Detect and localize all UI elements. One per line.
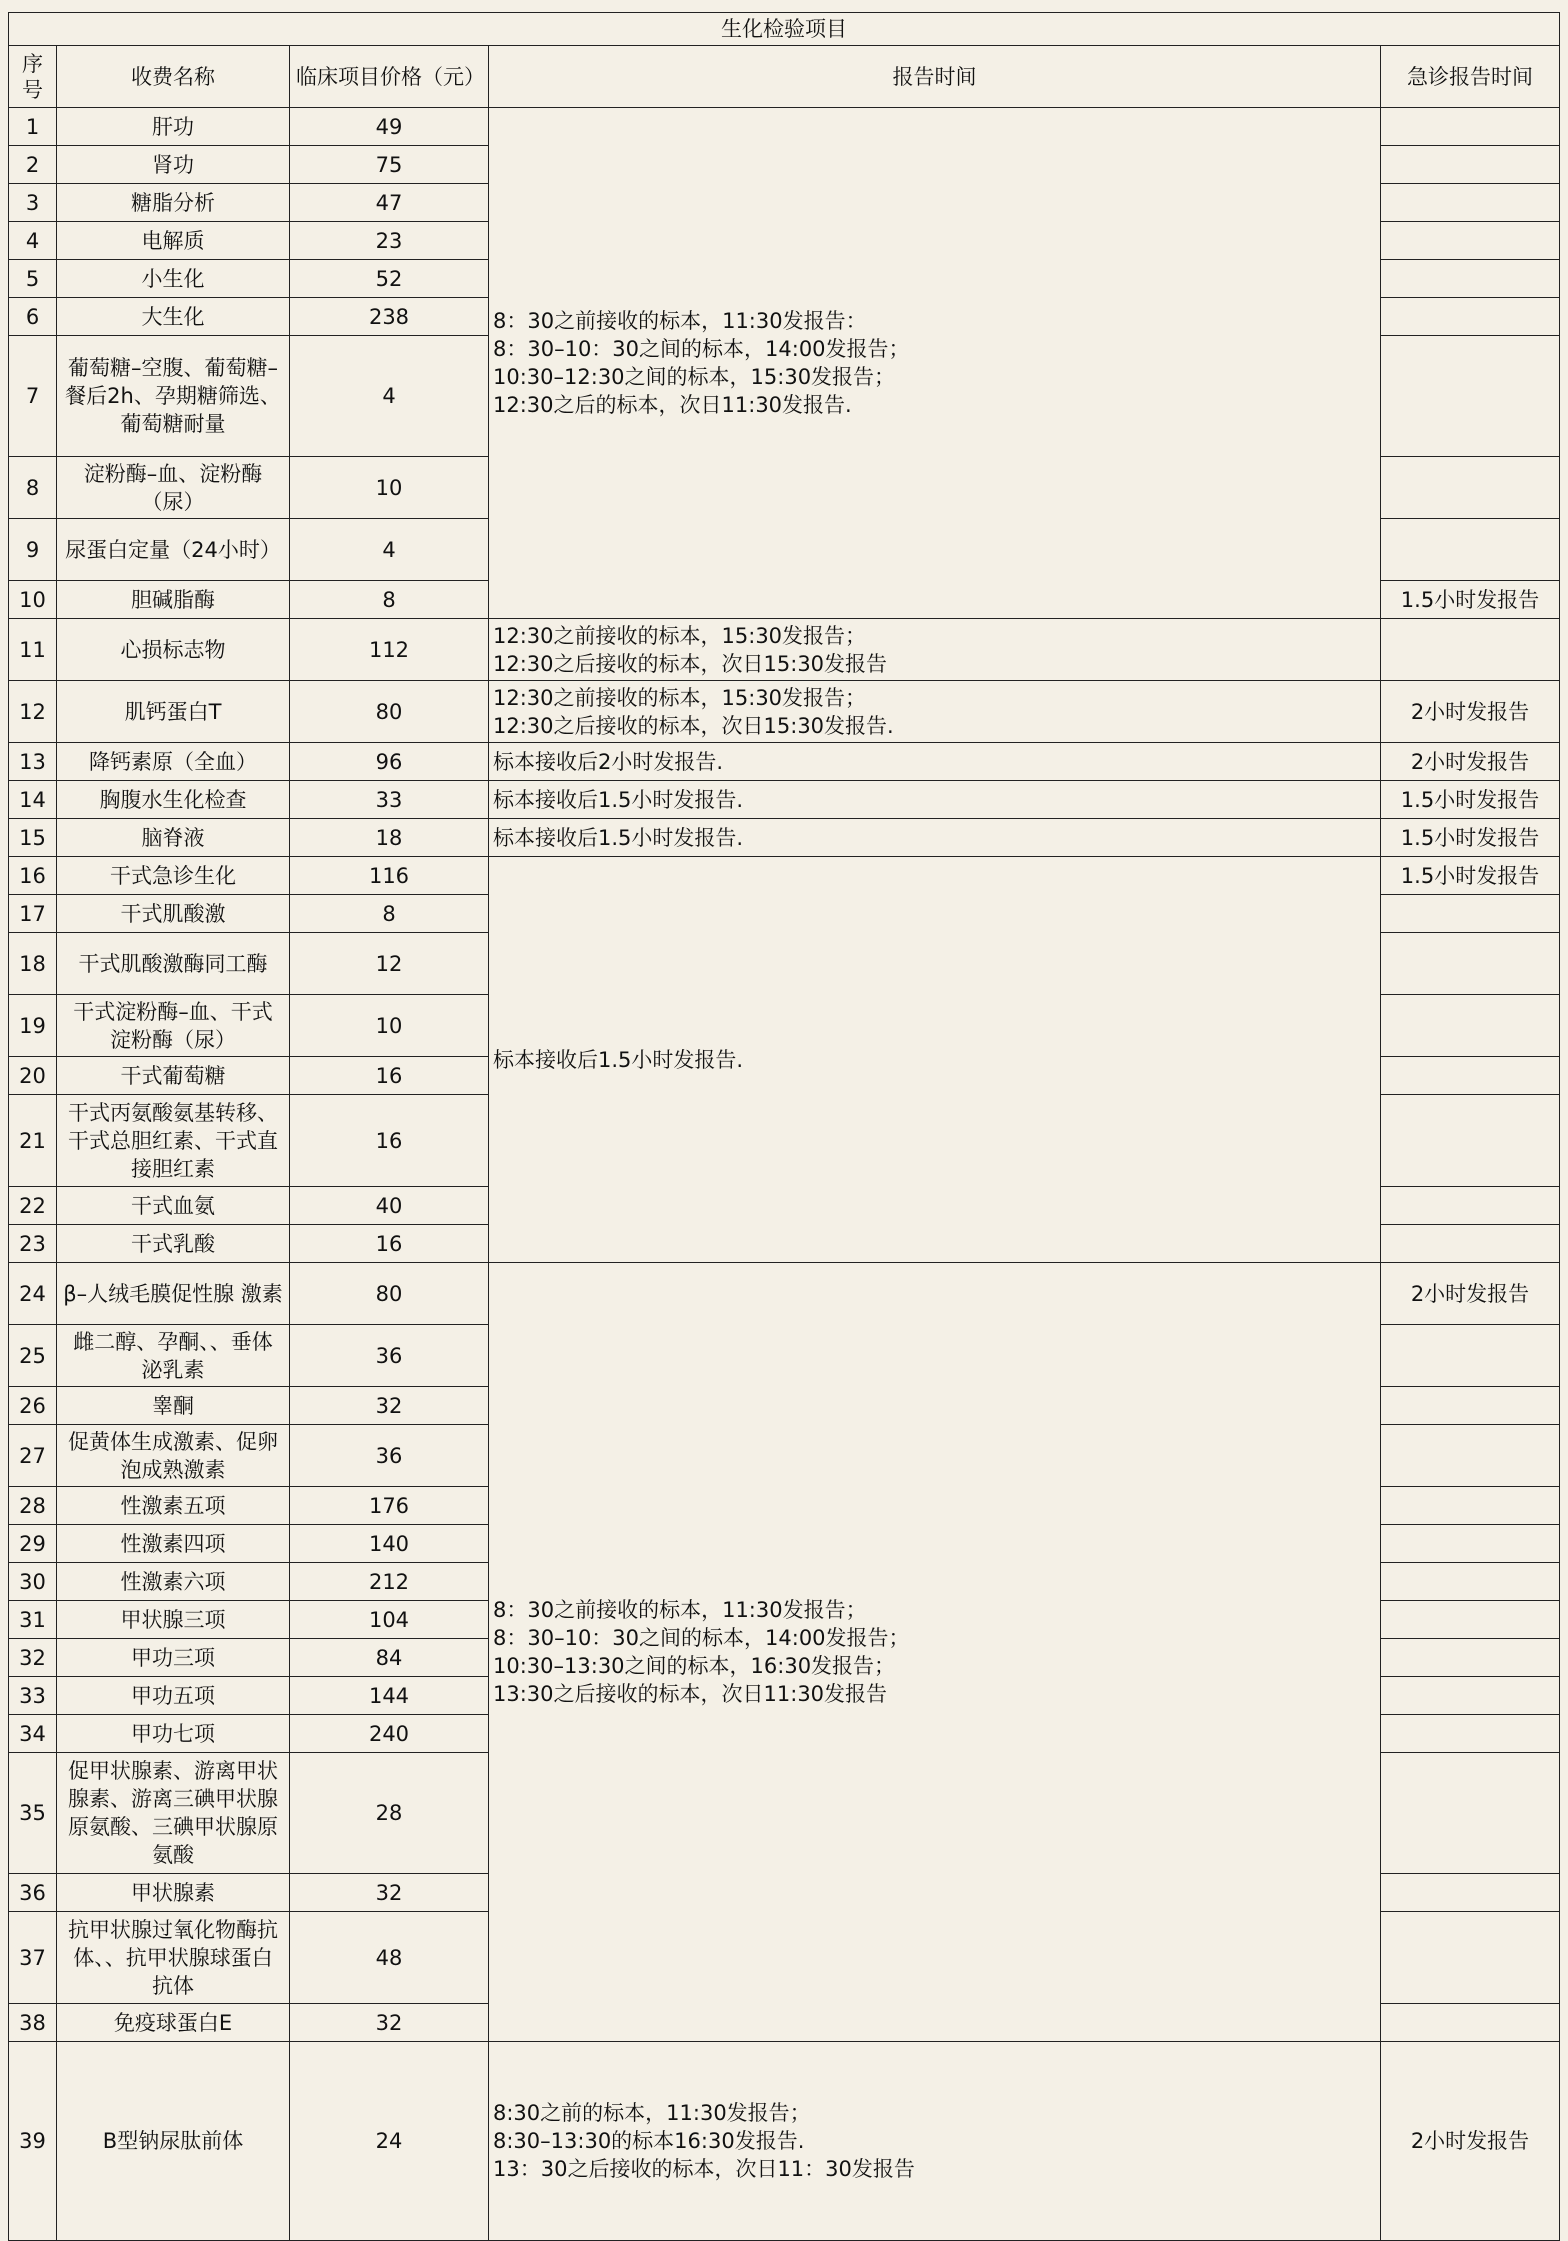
row-number: 19 — [9, 995, 57, 1057]
row-number: 30 — [9, 1563, 57, 1601]
item-name: 干式急诊生化 — [57, 857, 290, 895]
urgent-report-time — [1381, 146, 1560, 184]
item-name: 甲功三项 — [57, 1639, 290, 1677]
item-price: 32 — [290, 1387, 489, 1425]
item-name: 小生化 — [57, 260, 290, 298]
item-name: 心损标志物 — [57, 619, 290, 681]
row-number: 20 — [9, 1057, 57, 1095]
row-number: 35 — [9, 1753, 57, 1874]
item-name: 雌二醇、孕酮、、垂体泌乳素 — [57, 1325, 290, 1387]
urgent-report-time — [1381, 298, 1560, 336]
urgent-report-time — [1381, 1057, 1560, 1095]
row-number: 18 — [9, 933, 57, 995]
table-row — [9, 619, 1560, 681]
item-name: 干式乳酸 — [57, 1225, 290, 1263]
table-row — [9, 819, 1560, 857]
item-name: 胆碱脂酶 — [57, 581, 290, 619]
urgent-report-time — [1381, 933, 1560, 995]
urgent-report-time — [1381, 2004, 1560, 2042]
table-row — [9, 781, 1560, 819]
item-name: 降钙素原（全血） — [57, 743, 290, 781]
row-number: 2 — [9, 146, 57, 184]
report-time: 标本接收后1.5小时发报告. — [489, 857, 1381, 1263]
report-time: 标本接收后2小时发报告. — [489, 743, 1381, 781]
urgent-report-time — [1381, 1387, 1560, 1425]
table-row — [9, 857, 1560, 895]
urgent-report-time — [1381, 1912, 1560, 2004]
item-price: 80 — [290, 1263, 489, 1325]
item-name: 干式肌酸激酶同工酶 — [57, 933, 290, 995]
item-price: 48 — [290, 1912, 489, 2004]
item-price: 4 — [290, 336, 489, 457]
urgent-report-time — [1381, 1715, 1560, 1753]
item-price: 144 — [290, 1677, 489, 1715]
item-price: 112 — [290, 619, 489, 681]
item-name: 干式淀粉酶–血、干式淀粉酶（尿） — [57, 995, 290, 1057]
item-name: 干式葡萄糖 — [57, 1057, 290, 1095]
report-time: 12:30之前接收的标本，15:30发报告； 12:30之后接收的标本，次日15:30发报告 — [489, 619, 1381, 681]
urgent-report-time — [1381, 1639, 1560, 1677]
urgent-report-time — [1381, 1325, 1560, 1387]
urgent-report-time — [1381, 1601, 1560, 1639]
item-price: 84 — [290, 1639, 489, 1677]
item-name: 睾酮 — [57, 1387, 290, 1425]
row-number: 32 — [9, 1639, 57, 1677]
item-name: 葡萄糖–空腹、葡萄糖–餐后2h、孕期糖筛选、葡萄糖耐量 — [57, 336, 290, 457]
urgent-report-time — [1381, 1187, 1560, 1225]
header-urgent-time: 急诊报告时间 — [1381, 46, 1560, 108]
urgent-report-time — [1381, 895, 1560, 933]
urgent-report-time: 2小时发报告 — [1381, 1263, 1560, 1325]
item-name: 肝功 — [57, 108, 290, 146]
row-number: 9 — [9, 519, 57, 581]
header-seq: 序 号 — [9, 46, 57, 108]
item-price: 238 — [290, 298, 489, 336]
item-name: 甲状腺三项 — [57, 1601, 290, 1639]
biochem-table — [8, 12, 1560, 2241]
row-number: 36 — [9, 1874, 57, 1912]
row-number: 38 — [9, 2004, 57, 2042]
item-name: 干式血氨 — [57, 1187, 290, 1225]
urgent-report-time — [1381, 222, 1560, 260]
item-name: 胸腹水生化检查 — [57, 781, 290, 819]
item-price: 32 — [290, 2004, 489, 2042]
urgent-report-time: 2小时发报告 — [1381, 743, 1560, 781]
item-price: 52 — [290, 260, 489, 298]
row-number: 4 — [9, 222, 57, 260]
item-name: 性激素五项 — [57, 1487, 290, 1525]
report-time: 8：30之前接收的标本，11:30发报告： 8：30–10：30之间的标本，14:00发报告； 10:30–12:30之间的标本，15:30发报告； 12:30之后的标本，次日11:30发报告. — [489, 108, 1381, 619]
item-price: 47 — [290, 184, 489, 222]
item-price: 23 — [290, 222, 489, 260]
table-row — [9, 681, 1560, 743]
urgent-report-time: 1.5小时发报告 — [1381, 819, 1560, 857]
urgent-report-time: 2小时发报告 — [1381, 2042, 1560, 2241]
row-number: 24 — [9, 1263, 57, 1325]
item-price: 96 — [290, 743, 489, 781]
row-number: 17 — [9, 895, 57, 933]
urgent-report-time — [1381, 1487, 1560, 1525]
item-price: 8 — [290, 581, 489, 619]
item-price: 16 — [290, 1057, 489, 1095]
item-price: 240 — [290, 1715, 489, 1753]
item-price: 104 — [290, 1601, 489, 1639]
urgent-report-time — [1381, 1677, 1560, 1715]
item-price: 32 — [290, 1874, 489, 1912]
row-number: 3 — [9, 184, 57, 222]
item-name: 尿蛋白定量（24小时） — [57, 519, 290, 581]
row-number: 22 — [9, 1187, 57, 1225]
item-name: 淀粉酶–血、淀粉酶（尿） — [57, 457, 290, 519]
row-number: 7 — [9, 336, 57, 457]
item-name: 脑脊液 — [57, 819, 290, 857]
item-price: 12 — [290, 933, 489, 995]
table-body — [9, 108, 1560, 2241]
report-time: 标本接收后1.5小时发报告. — [489, 781, 1381, 819]
item-price: 36 — [290, 1425, 489, 1487]
urgent-report-time: 1.5小时发报告 — [1381, 581, 1560, 619]
item-name: 干式丙氨酸氨基转移、干式总胆红素、干式直接胆红素 — [57, 1095, 290, 1187]
row-number: 23 — [9, 1225, 57, 1263]
header-report-time: 报告时间 — [489, 46, 1381, 108]
urgent-report-time — [1381, 995, 1560, 1057]
item-name: 大生化 — [57, 298, 290, 336]
item-price: 140 — [290, 1525, 489, 1563]
urgent-report-time — [1381, 1563, 1560, 1601]
item-name: 干式肌酸激 — [57, 895, 290, 933]
row-number: 5 — [9, 260, 57, 298]
urgent-report-time — [1381, 1525, 1560, 1563]
item-price: 16 — [290, 1095, 489, 1187]
table-row — [9, 2042, 1560, 2241]
urgent-report-time: 1.5小时发报告 — [1381, 781, 1560, 819]
row-number: 39 — [9, 2042, 57, 2241]
item-price: 33 — [290, 781, 489, 819]
item-name: B型钠尿肽前体 — [57, 2042, 290, 2241]
row-number: 1 — [9, 108, 57, 146]
item-name: 免疫球蛋白E — [57, 2004, 290, 2042]
item-price: 49 — [290, 108, 489, 146]
item-name: β–人绒毛膜促性腺 激素 — [57, 1263, 290, 1325]
header-price: 临床项目价格（元） — [290, 46, 489, 108]
urgent-report-time — [1381, 108, 1560, 146]
row-number: 14 — [9, 781, 57, 819]
item-name: 肌钙蛋白T — [57, 681, 290, 743]
row-number: 28 — [9, 1487, 57, 1525]
urgent-report-time: 2小时发报告 — [1381, 681, 1560, 743]
item-price: 10 — [290, 995, 489, 1057]
item-price: 16 — [290, 1225, 489, 1263]
item-price: 24 — [290, 2042, 489, 2241]
item-price: 10 — [290, 457, 489, 519]
urgent-report-time — [1381, 519, 1560, 581]
urgent-report-time — [1381, 1225, 1560, 1263]
row-number: 27 — [9, 1425, 57, 1487]
item-price: 4 — [290, 519, 489, 581]
item-price: 75 — [290, 146, 489, 184]
row-number: 29 — [9, 1525, 57, 1563]
urgent-report-time — [1381, 619, 1560, 681]
urgent-report-time — [1381, 1874, 1560, 1912]
urgent-report-time — [1381, 336, 1560, 457]
table-title: 生化检验项目 — [9, 13, 1560, 46]
item-price: 8 — [290, 895, 489, 933]
report-time: 8：30之前接收的标本，11:30发报告； 8：30–10：30之间的标本，14:00发报告； 10:30–13:30之间的标本，16:30发报告； 13:30之后接收的标本，次日11:30发报告 — [489, 1263, 1381, 2042]
item-name: 糖脂分析 — [57, 184, 290, 222]
item-name: 促黄体生成激素、促卵泡成熟激素 — [57, 1425, 290, 1487]
item-name: 甲状腺素 — [57, 1874, 290, 1912]
item-price: 40 — [290, 1187, 489, 1225]
row-number: 26 — [9, 1387, 57, 1425]
item-name: 性激素六项 — [57, 1563, 290, 1601]
urgent-report-time — [1381, 1753, 1560, 1874]
urgent-report-time — [1381, 184, 1560, 222]
item-price: 18 — [290, 819, 489, 857]
item-name: 抗甲状腺过氧化物酶抗体、、抗甲状腺球蛋白抗体 — [57, 1912, 290, 2004]
row-number: 25 — [9, 1325, 57, 1387]
row-number: 33 — [9, 1677, 57, 1715]
row-number: 6 — [9, 298, 57, 336]
report-time: 8:30之前的标本，11:30发报告； 8:30–13:30的标本16:30发报告. 13：30之后接收的标本，次日11：30发报告 — [489, 2042, 1381, 2241]
item-name: 电解质 — [57, 222, 290, 260]
report-time: 标本接收后1.5小时发报告. — [489, 819, 1381, 857]
item-name: 甲功五项 — [57, 1677, 290, 1715]
row-number: 31 — [9, 1601, 57, 1639]
urgent-report-time — [1381, 260, 1560, 298]
urgent-report-time — [1381, 457, 1560, 519]
row-number: 12 — [9, 681, 57, 743]
row-number: 10 — [9, 581, 57, 619]
urgent-report-time — [1381, 1425, 1560, 1487]
row-number: 8 — [9, 457, 57, 519]
item-name: 甲功七项 — [57, 1715, 290, 1753]
row-number: 34 — [9, 1715, 57, 1753]
table-row — [9, 108, 1560, 146]
row-number: 15 — [9, 819, 57, 857]
table-row — [9, 1263, 1560, 1325]
item-name: 性激素四项 — [57, 1525, 290, 1563]
item-name: 促甲状腺素、游离甲状腺素、游离三碘甲状腺原氨酸、三碘甲状腺原氨酸 — [57, 1753, 290, 1874]
item-price: 176 — [290, 1487, 489, 1525]
item-price: 116 — [290, 857, 489, 895]
header-row — [9, 46, 1560, 108]
item-price: 212 — [290, 1563, 489, 1601]
header-name: 收费名称 — [57, 46, 290, 108]
row-number: 21 — [9, 1095, 57, 1187]
item-price: 28 — [290, 1753, 489, 1874]
urgent-report-time — [1381, 1095, 1560, 1187]
row-number: 13 — [9, 743, 57, 781]
row-number: 16 — [9, 857, 57, 895]
row-number: 37 — [9, 1912, 57, 2004]
table-row — [9, 743, 1560, 781]
urgent-report-time: 1.5小时发报告 — [1381, 857, 1560, 895]
item-name: 肾功 — [57, 146, 290, 184]
item-price: 36 — [290, 1325, 489, 1387]
row-number: 11 — [9, 619, 57, 681]
item-price: 80 — [290, 681, 489, 743]
report-time: 12:30之前接收的标本，15:30发报告； 12:30之后接收的标本，次日15:30发报告. — [489, 681, 1381, 743]
